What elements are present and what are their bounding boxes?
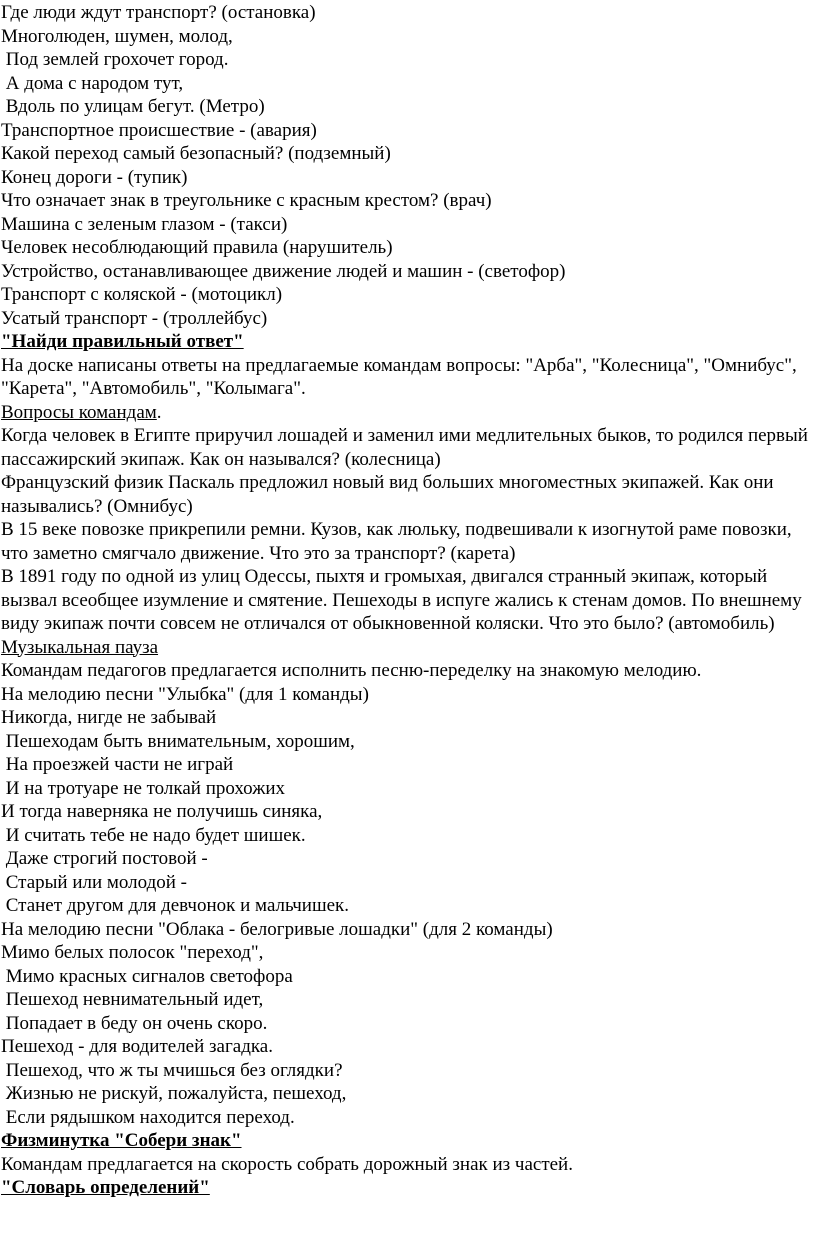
music-pause-section bbox=[1, 636, 813, 1130]
riddle-line: Вдоль по улицам бегут. (Метро) bbox=[1, 96, 265, 117]
song-line: Пешеходам быть внимательным, хорошим, bbox=[1, 730, 355, 752]
song-line: Пешеход - для водителей загадка. bbox=[1, 1036, 273, 1057]
find-answer-section bbox=[1, 330, 813, 636]
song-line: Жизнью не рискуй, пожалуйста, пешеход, bbox=[1, 1083, 347, 1104]
riddle-line: Усатый транспорт - (троллейбус) bbox=[1, 307, 268, 329]
riddle-line: Многолюден, шумен, молод, bbox=[1, 25, 233, 47]
song-line: Станет другом для девчонок и мальчишек. bbox=[1, 895, 350, 916]
questions-label: Вопросы командам bbox=[1, 401, 157, 423]
dictionary-section bbox=[1, 1176, 813, 1200]
song-line: На проезжей части не играй bbox=[1, 754, 234, 775]
riddle-line: Человек несоблюдающий правила (нарушитель) bbox=[1, 237, 393, 258]
dictionary-heading: "Словарь определений" bbox=[1, 1177, 210, 1198]
collect-sign-text: Командам предлагается на скорость собрать дорожный знак из частей. bbox=[1, 1153, 573, 1175]
song-line: Пешеход, что ж ты мчишься без оглядки? bbox=[1, 1059, 343, 1081]
song-line: Пешеход невнимательный идет, bbox=[1, 989, 264, 1010]
find-answer-heading: "Найди правильный ответ" bbox=[1, 331, 244, 352]
questions-label-suffix: . bbox=[156, 401, 162, 423]
riddle-line: Под землей грохочет город. bbox=[1, 49, 229, 70]
questions-label-line bbox=[1, 401, 813, 425]
find-answer-intro: На доске написаны ответы на предлагаемые командам вопросы: "Арба", "Колесница", "Омнибус", "Карета", "Автомобиль", "Колымага". bbox=[1, 354, 797, 399]
music-pause-heading: Музыкальная пауза bbox=[1, 636, 159, 658]
question-paragraph: В 15 веке повозке прикрепили ремни. Кузов, как люльку, подвешивали к изогнутой раме повозки, что заметно смягчало движение. Что это за транспорт? (карета) bbox=[1, 519, 792, 564]
song-line: Никогда, нигде не забывай bbox=[1, 707, 217, 728]
riddle-line: Конец дороги - (тупик) bbox=[1, 166, 188, 188]
song1-title: На мелодию песни "Улыбка" (для 1 команды) bbox=[1, 683, 369, 705]
song2-title: На мелодию песни "Облака - белогривые лошадки" (для 2 команды) bbox=[1, 918, 553, 940]
song-line: Если рядышком находится переход. bbox=[1, 1106, 295, 1128]
riddle-line: Транспорт с коляской - (мотоцикл) bbox=[1, 284, 283, 305]
collect-sign-heading: Физминутка "Собери знак" bbox=[1, 1130, 242, 1151]
question-paragraph: Французский физик Паскаль предложил новый вид больших многоместных экипажей. Как они назывались? (Омнибус) bbox=[1, 472, 774, 517]
song-line: Даже строгий постовой - bbox=[1, 848, 208, 869]
riddle-line: А дома с народом тут, bbox=[1, 72, 184, 94]
song-line: Мимо белых полосок "переход", bbox=[1, 942, 264, 963]
song-line: И на тротуаре не толкай прохожих bbox=[1, 777, 285, 799]
song-line: И считать тебе не надо будет шишек. bbox=[1, 824, 306, 846]
song-line: Мимо красных сигналов светофора bbox=[1, 965, 293, 987]
riddle-line: Устройство, останавливающее движение людей и машин - (светофор) bbox=[1, 260, 566, 282]
riddle-line: Транспортное происшествие - (авария) bbox=[1, 119, 317, 141]
riddle-line: Машина с зеленым глазом - (такси) bbox=[1, 213, 288, 235]
song-line: И тогда наверняка не получишь синяка, bbox=[1, 801, 323, 822]
music-pause-intro: Командам педагогов предлагается исполнить песню-переделку на знакомую мелодию. bbox=[1, 660, 702, 681]
question-paragraph: В 1891 году по одной из улиц Одессы, пыхтя и громыхая, двигался странный экипаж, который вызвал всеобщее изумление и смятение. Пешеходы в испуге жались к стенам домов. По внешнему виду экипаж почти совсем не отличался от обыкновенной коляски. Что это было? (автомобиль) bbox=[1, 566, 802, 634]
riddle-line: Где люди ждут транспорт? (остановка) bbox=[1, 2, 316, 23]
collect-sign-section bbox=[1, 1129, 813, 1176]
riddle-line: Какой переход самый безопасный? (подземный) bbox=[1, 143, 391, 164]
song-line: Старый или молодой - bbox=[1, 871, 188, 893]
question-paragraph: Когда человек в Египте приручил лошадей и заменил ими медлительных быков, то родился первый пассажирский экипаж. Как он назывался? (колесница) bbox=[1, 425, 808, 470]
song-line: Попадает в беду он очень скоро. bbox=[1, 1012, 268, 1034]
document-page bbox=[1, 1, 813, 1200]
riddles-block bbox=[1, 1, 813, 330]
riddle-line: Что означает знак в треугольнике с красным крестом? (врач) bbox=[1, 190, 492, 211]
